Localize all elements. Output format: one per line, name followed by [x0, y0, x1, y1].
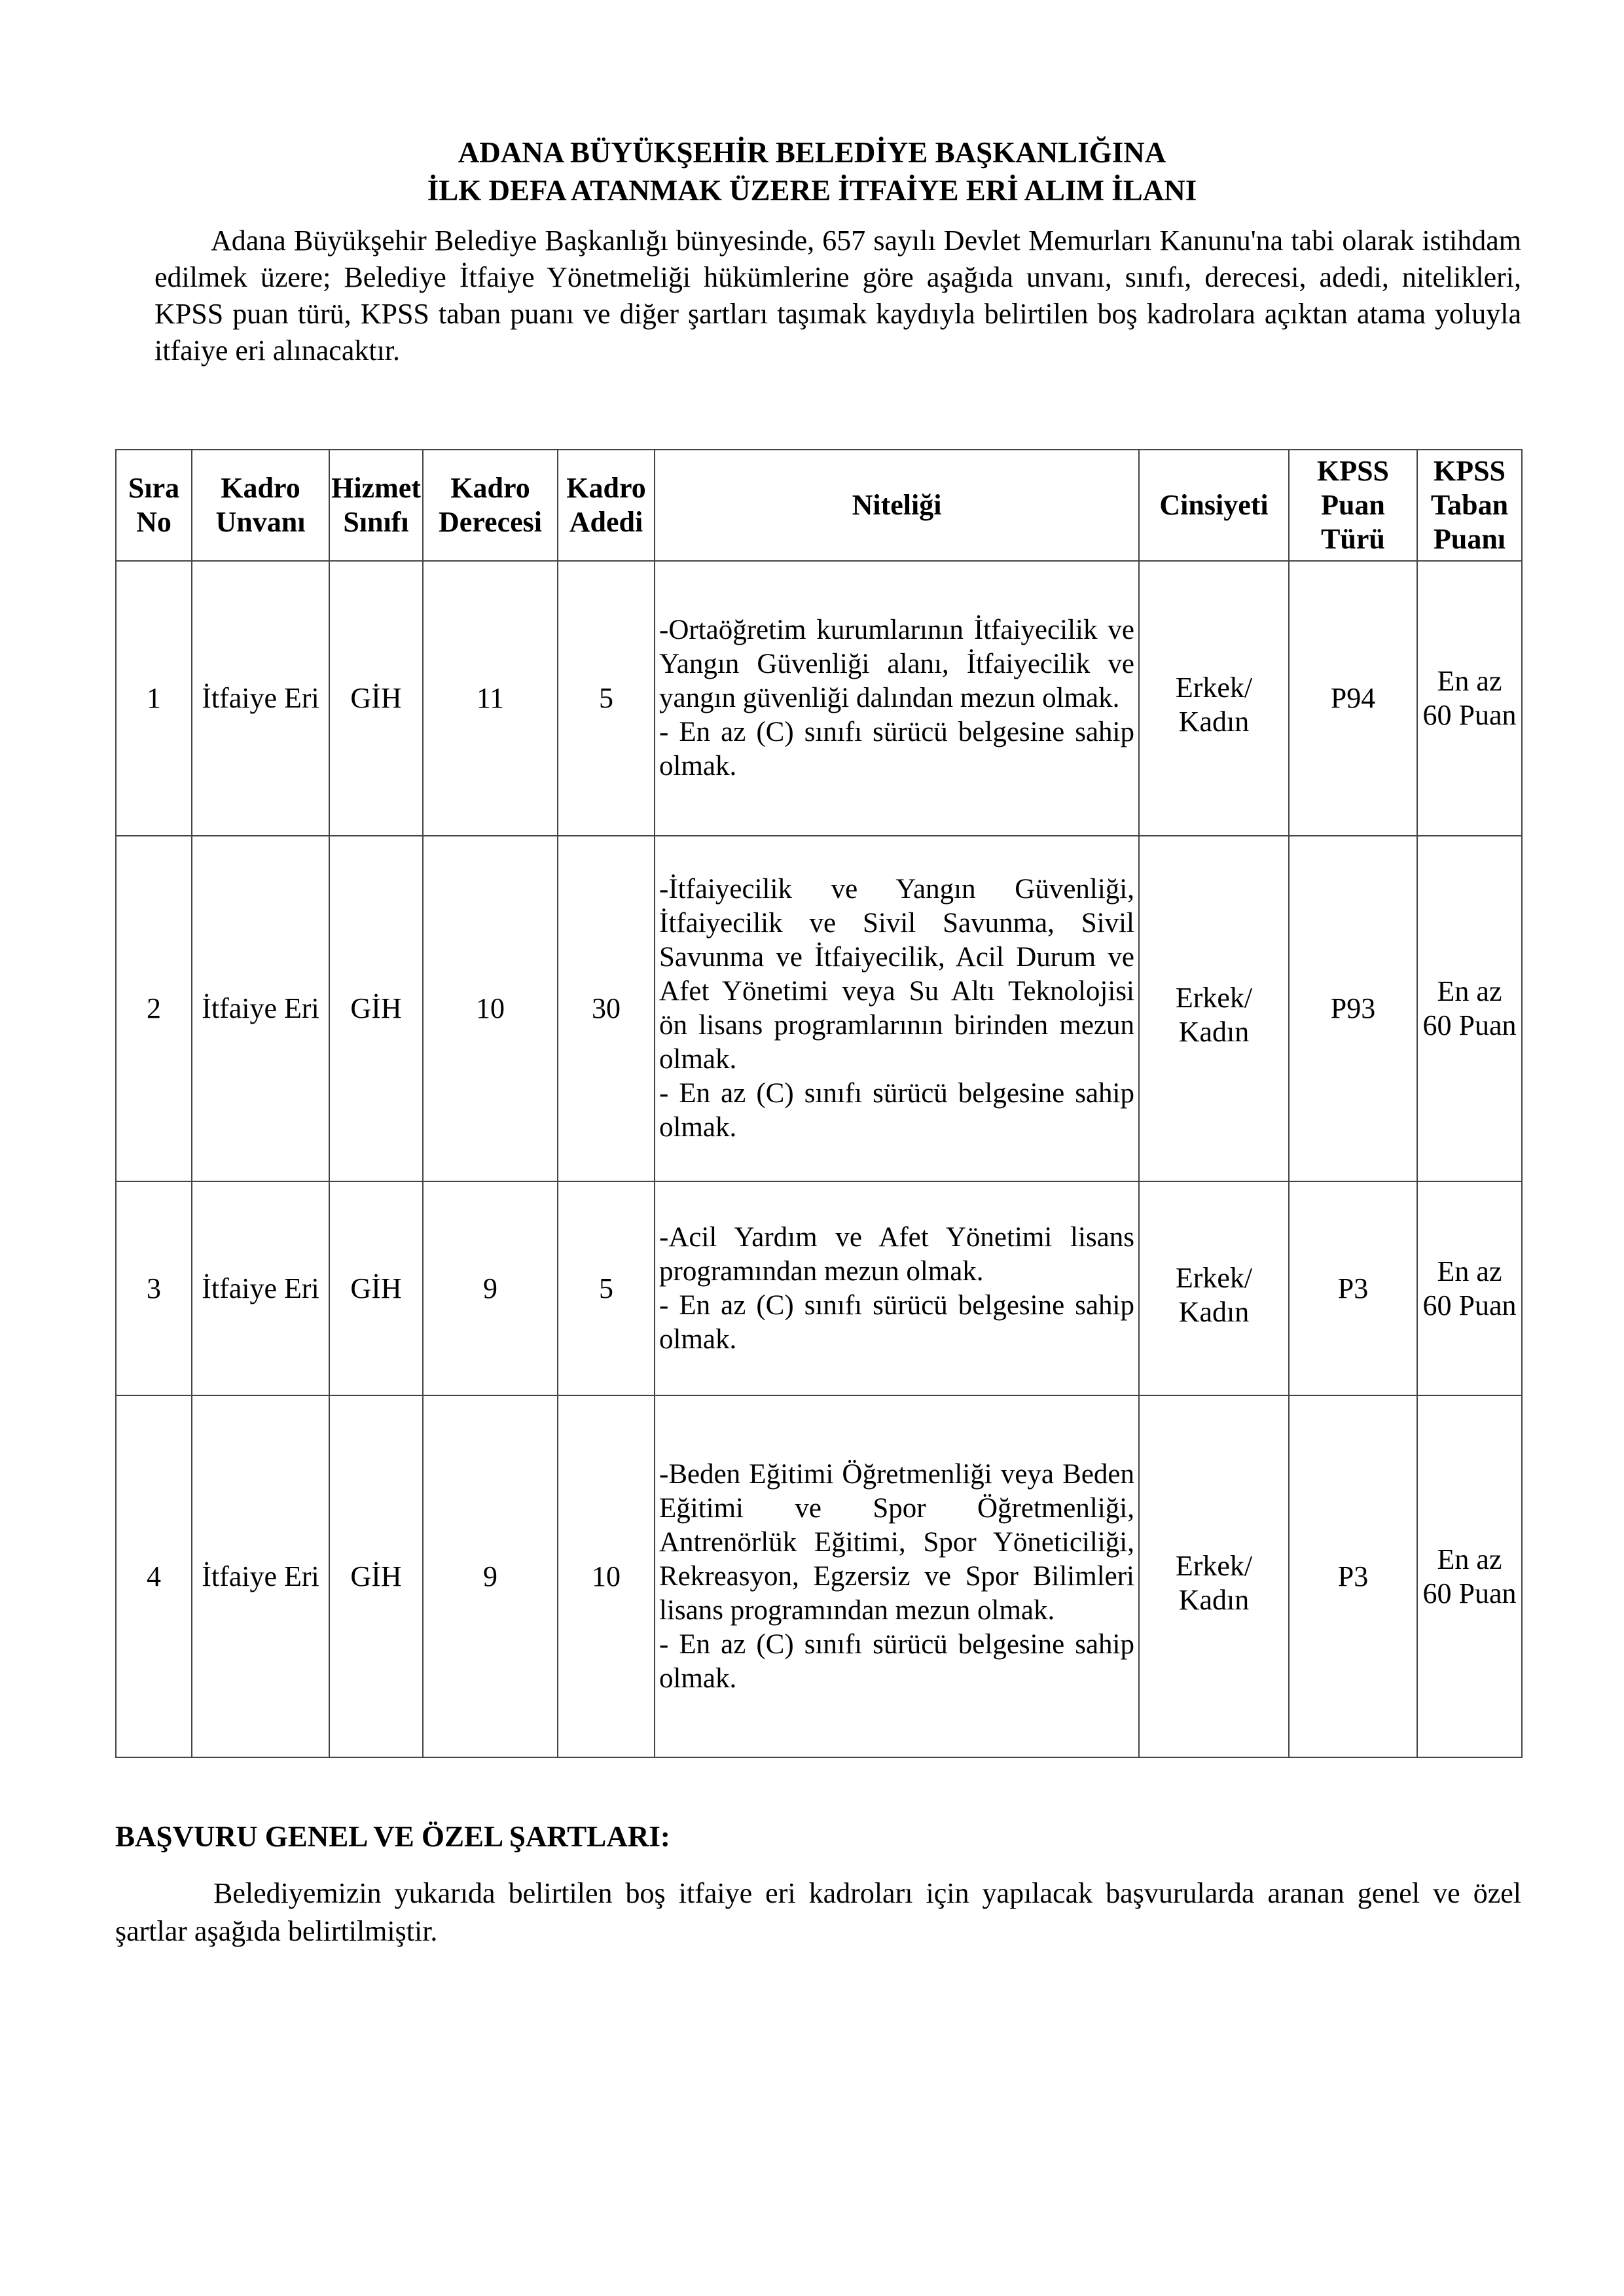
- header-derece: Kadro Derecesi: [423, 450, 558, 561]
- cell-sira: 4: [116, 1395, 192, 1757]
- nitelik-ehliyet: - En az (C) sınıfı sürücü belgesine sahip olmak.: [659, 1289, 1134, 1355]
- header-taban: KPSS Taban Puanı: [1417, 450, 1522, 561]
- cell-sira: 2: [116, 836, 192, 1181]
- cell-unvan: İtfaiye Eri: [192, 836, 329, 1181]
- nitelik-ehliyet: - En az (C) sınıfı sürücü belgesine sahip olmak.: [659, 1628, 1134, 1694]
- header-sira: Sıra No: [116, 450, 192, 561]
- cell-puan-turu: P3: [1289, 1181, 1417, 1395]
- cell-derece: 11: [423, 561, 558, 836]
- cinsiyet-text: Erkek/ Kadın: [1175, 1261, 1253, 1328]
- cell-unvan: İtfaiye Eri: [192, 561, 329, 836]
- cell-nitelik: [655, 1181, 1139, 1395]
- cinsiyet-text: Erkek/ Kadın: [1175, 982, 1253, 1048]
- header-puan-turu: KPSS Puan Türü: [1289, 450, 1417, 561]
- cell-taban: En az 60 Puan: [1417, 1395, 1522, 1757]
- cell-adet: 10: [558, 1395, 655, 1757]
- nitelik-program: -Beden Eğitimi Öğretmenliği veya Beden Eğitimi ve Spor Öğretmenliği, Antrenörlük Eğitimi, Spor Yöneticiliği, Rekreasyon, Egzersiz ve Spor Bilimleri lisans programından mezun olmak.: [659, 1458, 1134, 1626]
- cell-sinif: GİH: [329, 836, 423, 1181]
- cell-nitelik: [655, 836, 1139, 1181]
- cell-derece: 10: [423, 836, 558, 1181]
- cell-cinsiyet: [1139, 1395, 1289, 1757]
- cell-sinif: GİH: [329, 1395, 423, 1757]
- header-nitelik: Niteliği: [655, 450, 1139, 561]
- section-paragraph: Belediyemizin yukarıda belirtilen boş itfaiye eri kadroları için yapılacak başvurularda aranan genel ve özel şartlar aşağıda belirtilmiştir.: [115, 1877, 1521, 1947]
- cell-derece: 9: [423, 1395, 558, 1757]
- table-row: [116, 1181, 1522, 1395]
- cell-sira: 1: [116, 561, 192, 836]
- cell-adet: 30: [558, 836, 655, 1181]
- nitelik-ehliyet: - En az (C) sınıfı sürücü belgesine sahip olmak.: [659, 1078, 1134, 1143]
- cell-taban: En az 60 Puan: [1417, 836, 1522, 1181]
- cell-derece: 9: [423, 1181, 558, 1395]
- cell-cinsiyet: [1139, 836, 1289, 1181]
- cell-taban: En az 60 Puan: [1417, 1181, 1522, 1395]
- nitelik-program: -Acil Yardım ve Afet Yönetimi lisans programından mezun olmak.: [659, 1221, 1134, 1287]
- section-heading: BAŞVURU GENEL VE ÖZEL ŞARTLARI:: [115, 1820, 670, 1853]
- table-row: [116, 561, 1522, 836]
- cell-puan-turu: P3: [1289, 1395, 1417, 1757]
- table-header-row: [116, 450, 1522, 561]
- cell-puan-turu: P93: [1289, 836, 1417, 1181]
- intro-paragraph: Adana Büyükşehir Belediye Başkanlığı bünyesinde, 657 sayılı Devlet Memurları Kanunu'na tabi olarak istihdam edilmek üzere; Belediye İtfaiye Yönetmeliği hükümlerine göre aşağıda unvanı, sınıfı, derecesi, adedi, nitelikleri, KPSS puan türü, KPSS taban puanı ve diğer şartları taşımak kaydıyla belirtilen boş kadrolara açıktan atama yoluyla itfaiye eri alınacaktır.: [154, 224, 1521, 367]
- cell-cinsiyet: [1139, 561, 1289, 836]
- cinsiyet-text: Erkek/ Kadın: [1175, 1549, 1253, 1616]
- table-row: [116, 836, 1522, 1181]
- header-cinsiyet: Cinsiyeti: [1139, 450, 1289, 561]
- nitelik-ehliyet: - En az (C) sınıfı sürücü belgesine sahip olmak.: [659, 717, 1134, 781]
- nitelik-program: -İtfaiyecilik ve Yangın Güvenliği, İtfaiyecilik ve Sivil Savunma, Sivil Savunma ve İtfaiyecilik, Acil Durum ve Afet Yönetimi veya Su Altı Teknolojisi ön lisans programlarının birinden mezun olmak.: [659, 874, 1134, 1075]
- cinsiyet-text: Erkek/ Kadın: [1175, 672, 1253, 738]
- cell-adet: 5: [558, 1181, 655, 1395]
- position-table: [115, 449, 1523, 1758]
- cell-cinsiyet: [1139, 1181, 1289, 1395]
- cell-adet: 5: [558, 561, 655, 836]
- cell-unvan: İtfaiye Eri: [192, 1395, 329, 1757]
- table-row: [116, 1395, 1522, 1757]
- cell-sinif: GİH: [329, 561, 423, 836]
- cell-nitelik: [655, 561, 1139, 836]
- header-adet: Kadro Adedi: [558, 450, 655, 561]
- header-unvan: Kadro Unvanı: [192, 450, 329, 561]
- nitelik-program: -Ortaöğretim kurumlarının İtfaiyecilik ve Yangın Güvenliği alanı, İtfaiyecilik ve yangın güvenliği dalından mezun olmak.: [659, 615, 1134, 713]
- cell-unvan: İtfaiye Eri: [192, 1181, 329, 1395]
- cell-sinif: GİH: [329, 1181, 423, 1395]
- cell-puan-turu: P94: [1289, 561, 1417, 836]
- document-title-line-2: İLK DEFA ATANMAK ÜZERE İTFAİYE ERİ ALIM İLANI: [427, 174, 1197, 207]
- header-sinif: Hizmet Sınıfı: [329, 450, 423, 561]
- document-title-line-1: ADANA BÜYÜKŞEHİR BELEDİYE BAŞKANLIĞINA: [458, 136, 1166, 169]
- cell-sira: 3: [116, 1181, 192, 1395]
- cell-taban: En az 60 Puan: [1417, 561, 1522, 836]
- cell-nitelik: [655, 1395, 1139, 1757]
